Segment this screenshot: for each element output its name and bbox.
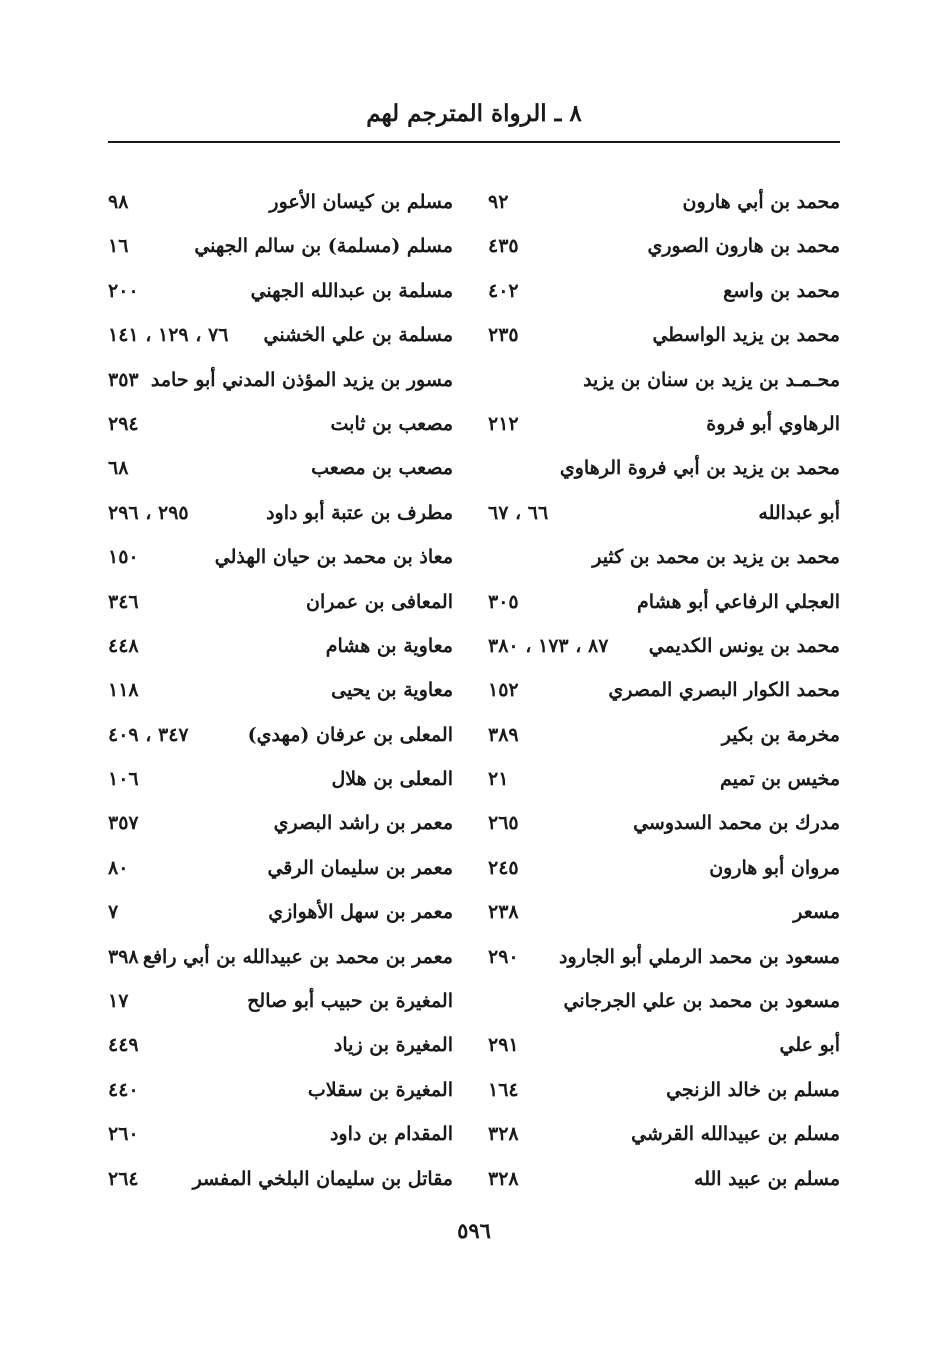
page-refs: ٢١ bbox=[488, 768, 509, 791]
narrator-name: مسلم بن خالد الزنجي bbox=[666, 1078, 840, 1101]
index-entry bbox=[488, 180, 840, 224]
left-column bbox=[108, 180, 453, 1201]
page-refs: ٢٩٥ ، ٢٩٦ bbox=[108, 501, 189, 524]
page-refs: ٣٠٥ bbox=[488, 590, 519, 613]
narrator-name: أبو عبدالله bbox=[758, 501, 840, 524]
index-entry bbox=[488, 624, 840, 668]
page-refs: ٧ bbox=[108, 901, 119, 924]
page-refs: ٣٢٨ bbox=[488, 1167, 519, 1190]
page-refs: ١٥٢ bbox=[488, 679, 519, 702]
page-refs: ١٦ bbox=[108, 235, 129, 258]
page-refs: ٤٤٨ bbox=[108, 634, 139, 657]
index-entry bbox=[488, 446, 840, 490]
narrator-name: مروان أبو هارون bbox=[709, 856, 840, 879]
index-entry bbox=[108, 1157, 453, 1201]
narrator-name: معاذ بن محمد بن حيان الهذلي bbox=[214, 546, 453, 569]
narrator-name: المقدام بن داود bbox=[329, 1123, 453, 1146]
index-entry bbox=[488, 801, 840, 845]
page-refs: ٢٦٠ bbox=[108, 1123, 139, 1146]
narrator-name: محمد بن يونس الكديمي bbox=[648, 634, 840, 657]
narrator-name: محمد بن يزيد الواسطي bbox=[652, 324, 840, 347]
index-entry bbox=[488, 224, 840, 268]
narrator-name: محمد بن واسع bbox=[723, 279, 840, 302]
narrator-name: مسلم بن كيسان الأعور bbox=[269, 191, 453, 213]
index-entry bbox=[108, 624, 453, 668]
page-refs: ٣٤٧ ، ٤٠٩ bbox=[108, 723, 189, 746]
index-entry bbox=[108, 890, 453, 934]
index-entry bbox=[488, 491, 840, 535]
index-entry bbox=[488, 1112, 840, 1156]
narrator-name: مسعود بن محمد الرملي أبو الجارود bbox=[559, 945, 840, 968]
narrator-name: معمر بن سليمان الرقي bbox=[267, 856, 453, 879]
index-entry bbox=[108, 313, 453, 357]
index-entry bbox=[108, 1112, 453, 1156]
index-entry bbox=[488, 1157, 840, 1201]
index-entry bbox=[488, 846, 840, 890]
narrator-name: مصعب بن ثابت bbox=[330, 412, 453, 435]
narrator-name: معمر بن محمد بن عبيدالله بن أبي رافع bbox=[142, 945, 453, 968]
narrator-name: مقاتل بن سليمان البلخي المفسر bbox=[192, 1167, 453, 1190]
index-entry bbox=[488, 668, 840, 712]
page-refs: ٤٤٩ bbox=[108, 1034, 139, 1057]
page-refs: ٦٨ bbox=[108, 457, 129, 480]
page-refs: ٣٩٨ bbox=[108, 945, 139, 968]
page-refs: ٧٦ ، ١٢٩ ، ١٤١ bbox=[108, 324, 229, 347]
narrator-name: معاوية بن يحيى bbox=[331, 679, 453, 702]
header-rule bbox=[108, 141, 840, 143]
index-entry bbox=[108, 979, 453, 1023]
index-entry bbox=[108, 491, 453, 535]
index-entry bbox=[488, 890, 840, 934]
page-refs: ٣٥٧ bbox=[108, 812, 139, 835]
narrator-name: معمر بن راشد البصري bbox=[273, 812, 453, 835]
index-entry bbox=[488, 402, 840, 446]
index-entry bbox=[488, 713, 840, 757]
index-entry bbox=[108, 224, 453, 268]
page-refs: ٤٣٥ bbox=[488, 235, 519, 258]
page-refs: ٩٨ bbox=[108, 191, 129, 213]
narrator-name: محمد بن أبي هارون bbox=[682, 191, 840, 213]
narrator-name: العجلي الرفاعي أبو هشام bbox=[637, 590, 840, 613]
index-entry bbox=[488, 1068, 840, 1112]
index-entry bbox=[108, 535, 453, 579]
right-column bbox=[488, 180, 840, 1201]
index-entry bbox=[108, 801, 453, 845]
page-refs: ٣٤٦ bbox=[108, 590, 139, 613]
page-refs: ٢٦٥ bbox=[488, 812, 519, 835]
narrator-name: الرهاوي أبو فروة bbox=[706, 412, 840, 435]
page-refs: ٩٢ bbox=[488, 191, 509, 213]
page-refs: ١٥٠ bbox=[108, 546, 139, 569]
page-refs: ٢٠٠ bbox=[108, 279, 139, 302]
page-refs: ٢١٢ bbox=[488, 412, 519, 435]
index-entry bbox=[488, 580, 840, 624]
section-title: ٨ ـ الرواة المترجم لهم bbox=[366, 100, 582, 127]
narrator-name: مسلمة بن عبدالله الجهني bbox=[250, 279, 453, 302]
page-refs: ٤٠٢ bbox=[488, 279, 519, 302]
index-entry bbox=[108, 757, 453, 801]
index-entry bbox=[488, 1023, 840, 1067]
narrator-name: مسعود بن محمد بن علي الجرجاني bbox=[563, 990, 840, 1013]
page-refs: ٨٧ ، ١٧٣ ، ٣٨٠ bbox=[488, 634, 609, 657]
index-entry bbox=[488, 535, 840, 579]
narrator-name: أبو علي bbox=[779, 1034, 840, 1057]
narrator-name: مسلم بن عبيد الله bbox=[694, 1167, 840, 1190]
narrator-name: مسعر bbox=[793, 901, 840, 924]
page-refs: ٢٩٤ bbox=[108, 412, 139, 435]
page-refs: ١١٨ bbox=[108, 679, 139, 702]
page-refs: ٢٩١ bbox=[488, 1034, 519, 1057]
index-entry bbox=[488, 935, 840, 979]
narrator-name: مسلم (مسلمة) بن سالم الجهني bbox=[194, 235, 453, 258]
narrator-name: محمد بن يزيد بن أبي فروة الرهاوي bbox=[559, 457, 840, 480]
page-refs: ٢٤٥ bbox=[488, 856, 519, 879]
index-entry bbox=[108, 1068, 453, 1112]
narrator-name: مسلمة بن علي الخشني bbox=[263, 324, 453, 347]
index-entry bbox=[488, 358, 840, 402]
page-refs: ٤٤٠ bbox=[108, 1078, 139, 1101]
narrator-name: مصعب بن مصعب bbox=[311, 457, 453, 480]
index-entry bbox=[108, 846, 453, 890]
index-entry bbox=[108, 358, 453, 402]
narrator-name: محمد بن هارون الصوري bbox=[647, 235, 840, 258]
narrator-name: المغيرة بن حبيب أبو صالح bbox=[247, 990, 453, 1013]
index-entry bbox=[108, 935, 453, 979]
page-refs: ٢٣٥ bbox=[488, 324, 519, 347]
index-entry bbox=[488, 269, 840, 313]
page-refs: ١٠٦ bbox=[108, 768, 139, 791]
narrator-name: مسلم بن عبيدالله القرشي bbox=[631, 1123, 840, 1146]
page-refs: ٦٦ ، ٦٧ bbox=[488, 501, 549, 524]
index-entry bbox=[108, 668, 453, 712]
page-refs: ٣٥٣ bbox=[108, 368, 139, 391]
page-refs: ٢٣٨ bbox=[488, 901, 519, 924]
index-entry bbox=[108, 1023, 453, 1067]
narrator-name: مدرك بن محمد السدوسي bbox=[633, 812, 840, 835]
index-entry bbox=[108, 446, 453, 490]
index-entry bbox=[108, 402, 453, 446]
narrator-name: مخيس بن تميم bbox=[719, 768, 840, 791]
index-entry bbox=[108, 713, 453, 757]
narrator-name: المعافى بن عمران bbox=[306, 590, 453, 613]
narrator-name: المعلى بن هلال bbox=[331, 768, 453, 791]
page-refs: ٣٨٩ bbox=[488, 723, 519, 746]
narrator-name: المعلى بن عرفان (مهدي) bbox=[247, 723, 453, 746]
index-entry bbox=[108, 580, 453, 624]
narrator-name: محمد الكوار البصري المصري bbox=[608, 679, 840, 702]
index-entry bbox=[488, 313, 840, 357]
page-refs: ٨٠ bbox=[108, 856, 129, 879]
page-refs: ٣٢٨ bbox=[488, 1123, 519, 1146]
index-entry bbox=[108, 269, 453, 313]
index-entry bbox=[488, 979, 840, 1023]
page-number: ٥٩٦ bbox=[457, 1218, 491, 1243]
page-refs: ١٧ bbox=[108, 990, 129, 1013]
narrator-name: مطرف بن عتبة أبو داود bbox=[266, 501, 453, 524]
narrator-name: مسور بن يزيد المؤذن المدني أبو حامد bbox=[150, 368, 453, 391]
index-entry bbox=[488, 757, 840, 801]
narrator-name: المغيرة بن سقلاب bbox=[307, 1078, 453, 1101]
index-entry bbox=[108, 180, 453, 224]
page-refs: ١٦٤ bbox=[488, 1078, 519, 1101]
narrator-name: محـمـد بن يزيد بن سنان بن يزيد bbox=[583, 368, 840, 391]
narrator-name: مخرمة بن بكير bbox=[721, 723, 840, 746]
narrator-name: المغيرة بن زياد bbox=[333, 1034, 453, 1057]
narrator-name: محمد بن يزيد بن محمد بن كثير bbox=[592, 546, 840, 569]
narrator-name: معمر بن سهل الأهوازي bbox=[268, 901, 453, 924]
page-refs: ٢٦٤ bbox=[108, 1167, 139, 1190]
narrator-name: معاوية بن هشام bbox=[325, 634, 453, 657]
page-refs: ٢٩٠ bbox=[488, 945, 519, 968]
